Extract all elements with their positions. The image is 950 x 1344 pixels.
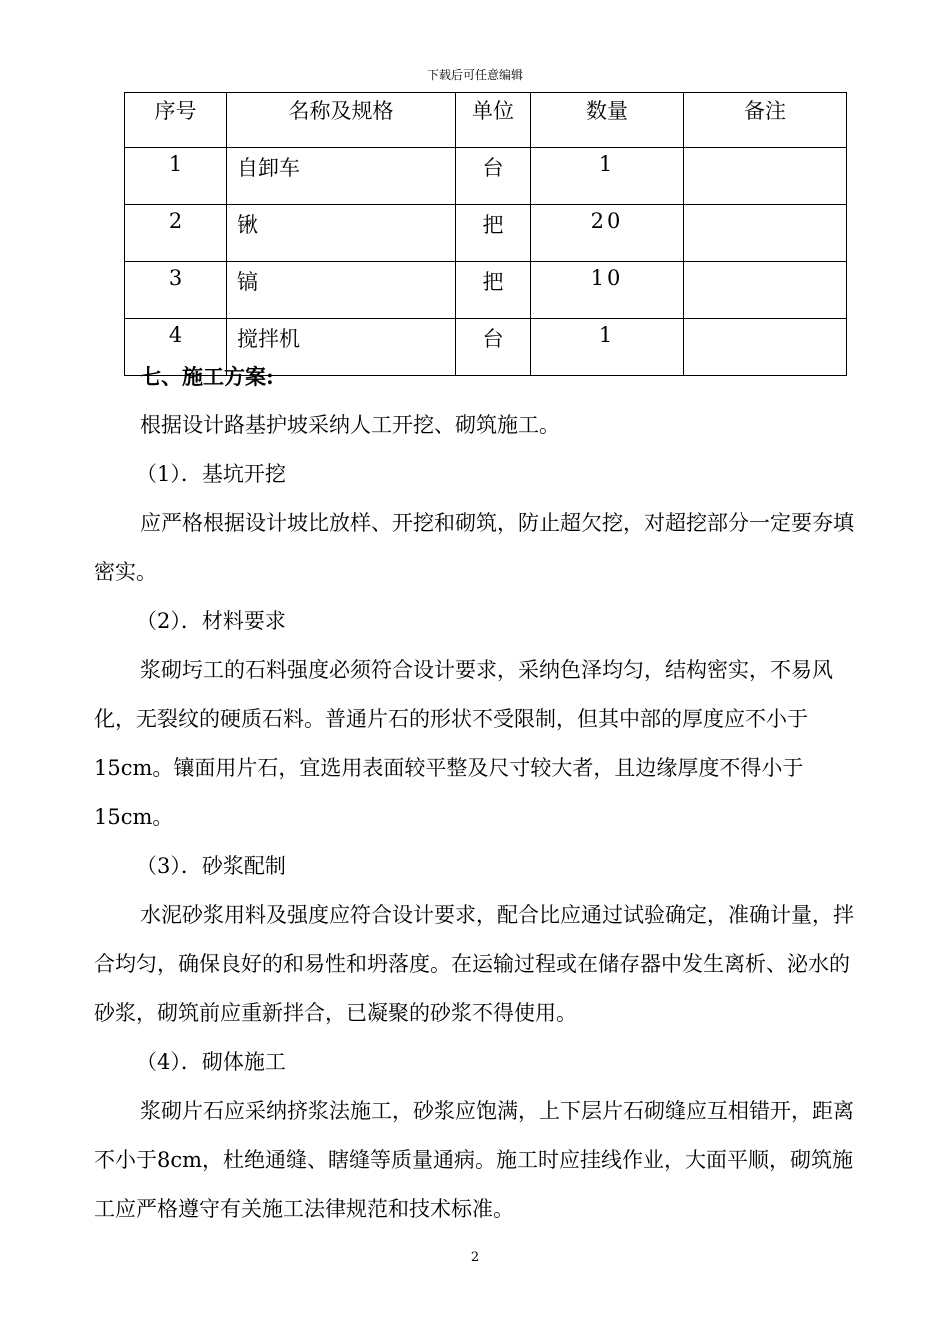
- table-row: [125, 205, 847, 262]
- intro-paragraph: 根据设计路基护坡采纳人工开挖、砌筑施工。: [140, 413, 560, 437]
- cell-unit: 台: [456, 319, 531, 376]
- cell-no: 1: [125, 148, 227, 205]
- subsection-title: （4）．砌体施工: [136, 1050, 286, 1074]
- cell-no: 3: [125, 262, 227, 319]
- table-header-row: [125, 93, 847, 148]
- cell-name: 搅拌机: [227, 319, 456, 376]
- cell-note: [684, 148, 847, 205]
- subsection-title: （2）．材料要求: [136, 609, 286, 633]
- subsection-body: 浆砌圬工的石料强度必须符合设计要求，采纳色泽均匀，结构密实，不易风化，无裂纹的硬质石料。普通片石的形状不受限制，但其中部的厚度应不小于15cm。镶面用片石，宜选用表面较平整及尺寸较大者，且边缘厚度不得小于15cm。: [94, 658, 833, 829]
- header-name: 名称及规格: [227, 93, 456, 148]
- document-body: [94, 352, 858, 1234]
- cell-qty: 10: [531, 262, 684, 319]
- cell-qty: 20: [531, 205, 684, 262]
- page-number: 2: [470, 1250, 480, 1265]
- cell-name: 锹: [227, 205, 456, 262]
- subsection-body: 浆砌片石应采纳挤浆法施工，砂浆应饱满，上下层片石砌缝应互相错开，距离不小于8cm，杜绝通缝、瞎缝等质量通病。施工时应挂线作业，大面平顺，砌筑施工应严格遵守有关施工法律规范和技术标准。: [94, 1099, 854, 1221]
- cell-qty: 1: [531, 148, 684, 205]
- subsection-title: （1）．基坑开挖: [136, 462, 286, 486]
- equipment-table: [124, 92, 847, 376]
- header-note: 下载后可任意编辑: [426, 68, 523, 82]
- header-unit: 单位: [456, 93, 531, 148]
- table-row: [125, 148, 847, 205]
- cell-unit: 台: [456, 148, 531, 205]
- cell-note: [684, 262, 847, 319]
- cell-unit: 把: [456, 205, 531, 262]
- subsection-body: 水泥砂浆用料及强度应符合设计要求，配合比应通过试验确定，准确计量，拌合均匀，确保良好的和易性和坍落度。在运输过程或在储存器中发生离析、泌水的砂浆，砌筑前应重新拌合，已凝聚的砂浆不得使用。: [94, 903, 854, 1025]
- header-no: 序号: [125, 93, 227, 148]
- cell-name: 自卸车: [227, 148, 456, 205]
- cell-no: 4: [125, 319, 227, 376]
- subsection-body: 应严格根据设计坡比放样、开挖和砌筑，防止超欠挖，对超挖部分一定要夯填密实。: [94, 511, 854, 584]
- cell-note: [684, 205, 847, 262]
- cell-qty: 1: [531, 319, 684, 376]
- cell-unit: 把: [456, 262, 531, 319]
- table-row: [125, 262, 847, 319]
- header-qty: 数量: [531, 93, 684, 148]
- section-title: 七、施工方案:: [140, 364, 274, 389]
- cell-name: 镐: [227, 262, 456, 319]
- header-note: 备注: [684, 93, 847, 148]
- cell-no: 2: [125, 205, 227, 262]
- subsection-title: （3）．砂浆配制: [136, 854, 286, 878]
